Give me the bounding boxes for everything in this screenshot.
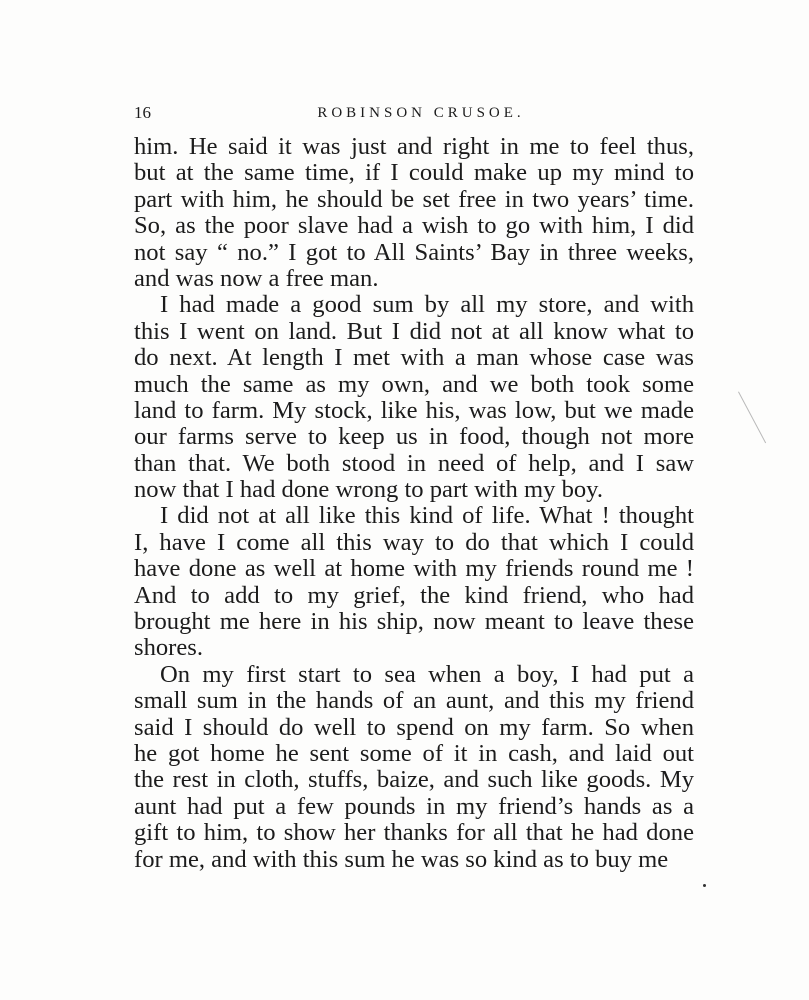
text-line: the rest in cloth, stuffs, baize, and such like goods. My	[134, 766, 694, 794]
text-line: So, as the poor slave had a wish to go with him, I did	[134, 212, 694, 240]
text-line: gift to him, to show her thanks for all that he had done	[134, 819, 694, 847]
ink-speck	[703, 884, 706, 887]
text-line: And to add to my grief, the kind friend, who had	[134, 581, 694, 609]
text-line: this I went on land. But I did not at all know what to	[134, 317, 694, 345]
paragraph	[134, 662, 694, 873]
text-line: brought me here in his ship, now meant to leave these	[134, 608, 694, 636]
text-line: land to farm. My stock, like his, was low, but we made	[134, 396, 694, 424]
text-line: I, have I come all this way to do that which I could	[134, 528, 694, 556]
text-line: much the same as my own, and we both took some	[134, 370, 694, 398]
text-line: small sum in the hands of an aunt, and this my friend	[134, 687, 694, 715]
paragraph	[134, 503, 694, 661]
text-line: On my first start to sea when a boy, I had put a	[160, 660, 694, 688]
body-text	[134, 134, 694, 873]
text-line: I had made a good sum by all my store, and with	[160, 291, 694, 319]
text-line: but at the same time, if I could make up my mind to	[134, 159, 694, 187]
text-line: do next. At length I met with a man whose case was	[134, 344, 694, 372]
page-number: 16	[134, 103, 151, 122]
text-line: than that. We both stood in need of help, and I saw	[134, 449, 694, 477]
text-line: for me, and with this sum he was so kind as to buy me	[134, 845, 669, 873]
text-line: said I should do well to spend on my farm. So when	[134, 713, 694, 741]
text-line: he got home he sent some of it in cash, and laid out	[134, 739, 694, 767]
running-head	[134, 102, 694, 124]
text-line: and was now a free man.	[134, 264, 379, 292]
text-line: shores.	[134, 634, 203, 662]
paper-scratch-mark	[738, 392, 766, 444]
text-line: not say “ no.” I got to All Saints’ Bay in three weeks,	[134, 238, 694, 266]
paragraph	[134, 292, 694, 503]
text-line: I did not at all like this kind of life. What ! thought	[160, 502, 694, 530]
text-line: part with him, he should be set free in two years’ time.	[134, 185, 694, 213]
text-line: now that I had done wrong to part with my boy.	[134, 476, 604, 504]
paragraph	[134, 134, 694, 292]
text-line: our farms serve to keep us in food, though not more	[134, 423, 694, 451]
text-line: have done as well at home with my friends round me !	[134, 555, 694, 583]
text-line: aunt had put a few pounds in my friend’s hands as a	[134, 792, 694, 820]
running-title: ROBINSON CRUSOE.	[317, 105, 525, 121]
text-line: him. He said it was just and right in me to feel thus,	[134, 133, 694, 160]
